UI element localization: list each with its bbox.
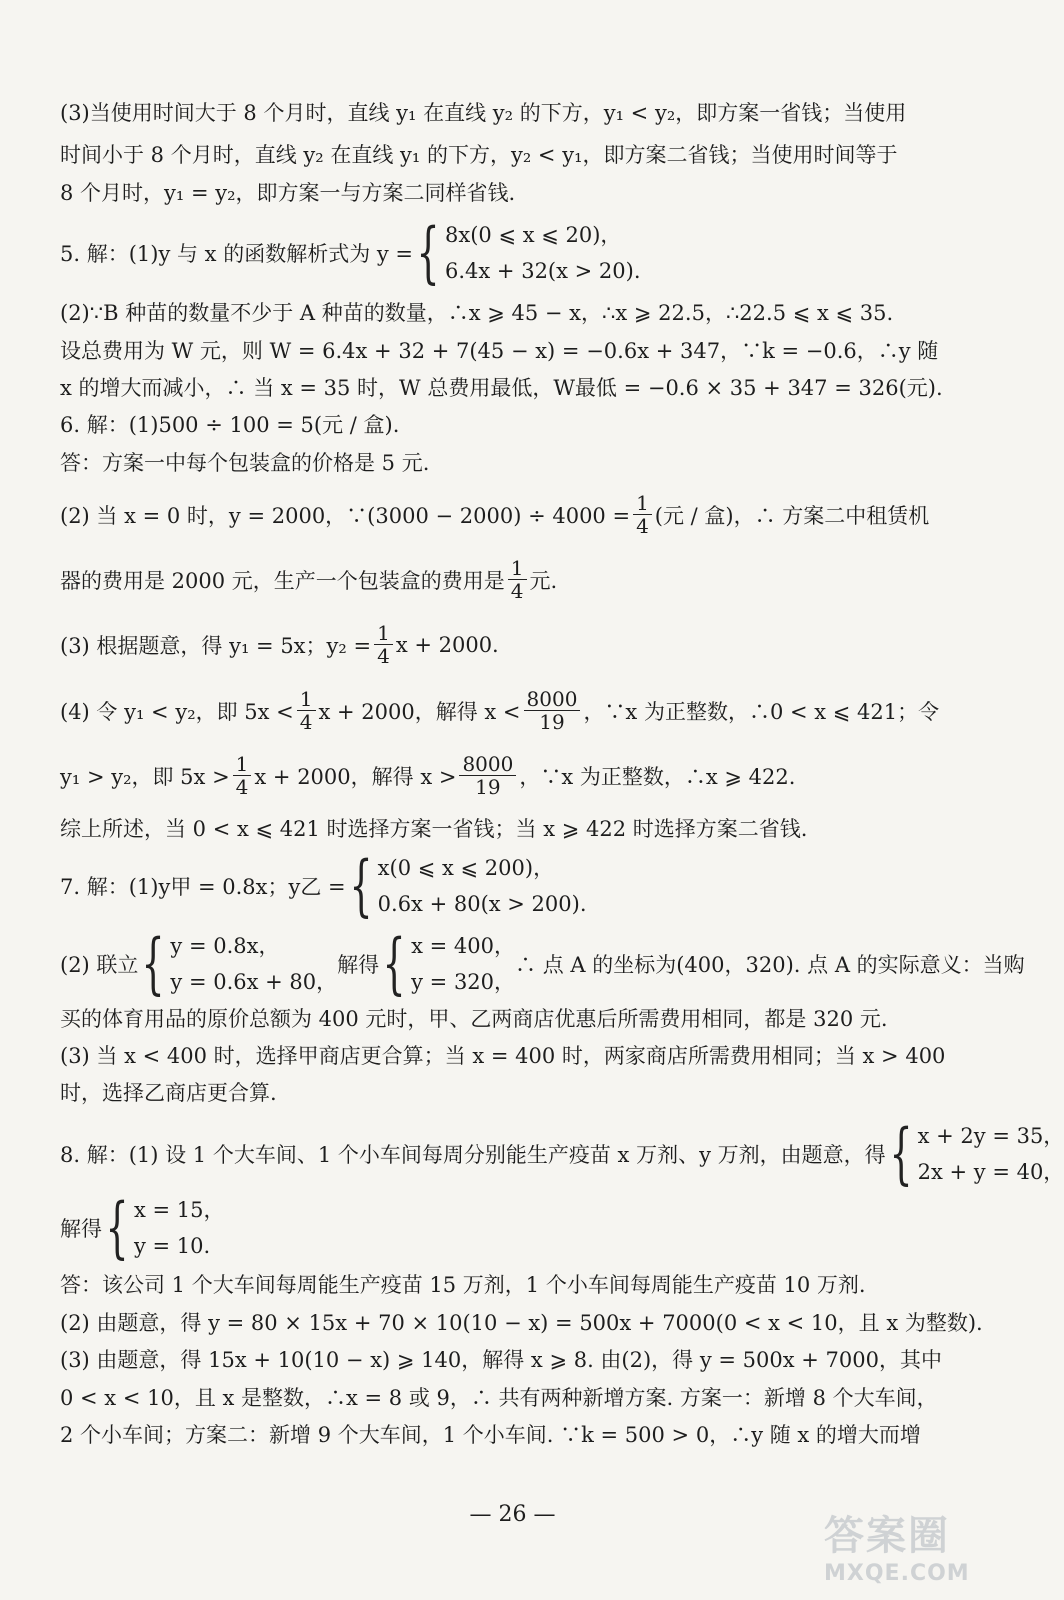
case-row: 6.4x + 32(x > 20). bbox=[445, 259, 641, 283]
solution-brace bbox=[379, 925, 516, 1002]
text-segment: ，∵x 为正整数，∴0 < x ⩽ 421；令 bbox=[583, 699, 940, 724]
watermark-title: 答案圈 bbox=[824, 1513, 950, 1559]
left-brace-icon: { bbox=[349, 847, 373, 924]
equation-row: y = 10. bbox=[134, 1234, 211, 1258]
fraction bbox=[524, 688, 581, 733]
equation-row: x + 2y = 35， bbox=[917, 1124, 1064, 1148]
numerator: 8000 bbox=[459, 753, 516, 776]
q5-function-block bbox=[60, 214, 641, 291]
text-segment: (4) 令 y₁ < y₂，即 5x < bbox=[60, 699, 294, 724]
text-line: 时间小于 8 个月时，直线 y₂ 在直线 y₁ 的下方，y₂ < y₁，即方案二省钱；当使用时间等于 bbox=[60, 143, 898, 167]
text-line: (3) 由题意，得 15x + 10(10 − x) ⩾ 140，解得 x ⩾ 8. 由(2)，得 y = 500x + 7000，其中 bbox=[60, 1348, 942, 1372]
equation-row: y = 0.6x + 80， bbox=[170, 970, 338, 994]
watermark-url: MXQE.COM bbox=[824, 1561, 970, 1586]
equation-row: 2x + y = 40， bbox=[917, 1160, 1064, 1184]
text-line: 综上所述，当 0 < x ⩽ 421 时选择方案一省钱；当 x ⩾ 422 时选择方案二省钱. bbox=[60, 817, 808, 841]
fraction bbox=[633, 492, 652, 537]
text-segment: x + 2000，解得 x < bbox=[318, 699, 521, 724]
text-line: 0 < x < 10，且 x 是整数，∴x = 8 或 9，∴ 共有两种新增方案. 方案一：新增 8 个大车间， bbox=[60, 1386, 938, 1410]
numerator: 1 bbox=[297, 688, 316, 711]
denominator: 19 bbox=[475, 775, 501, 799]
equation-row: y = 0.8x， bbox=[170, 934, 280, 958]
left-brace-icon: { bbox=[105, 1189, 129, 1266]
text-segment: (3) 根据题意，得 y₁ = 5x；y₂ = bbox=[60, 633, 372, 658]
left-brace-icon: { bbox=[382, 925, 406, 1002]
text-line: 设总费用为 W 元，则 W = 6.4x + 32 + 7(45 − x) = −0.6x + 347，∵k = −0.6，∴y 随 bbox=[60, 339, 939, 363]
text-line: 答：该公司 1 个大车间每周能生产疫苗 15 万剂，1 个小车间每周能生产疫苗 10 万剂. bbox=[60, 1273, 866, 1297]
denominator: 4 bbox=[510, 579, 524, 603]
denominator: 4 bbox=[377, 644, 390, 668]
text-segment: (2) 当 x = 0 时，y = 2000，∵(3000 − 2000) ÷ 4000 = bbox=[60, 503, 631, 528]
left-brace-icon: { bbox=[889, 1115, 913, 1192]
numerator: 1 bbox=[374, 622, 393, 645]
text-line: 时，选择乙商店更合算. bbox=[60, 1081, 277, 1105]
system-brace bbox=[138, 925, 338, 1002]
text-segment: y₁ > y₂，即 5x > bbox=[60, 764, 230, 789]
text-segment: x + 2000. bbox=[395, 632, 499, 657]
fraction bbox=[233, 753, 252, 798]
q5-lead: 5. 解：(1)y 与 x 的函数解析式为 y = bbox=[60, 242, 414, 266]
q7-lead: 7. 解：(1)y甲 = 0.8x；y乙 = bbox=[60, 875, 346, 899]
page-number: — 26 — bbox=[469, 1502, 556, 1527]
denominator: 4 bbox=[299, 710, 313, 734]
text-line: (3) 当 x < 400 时，选择甲商店更合算；当 x = 400 时，两家商店所需费用相同；当 x > 400 bbox=[60, 1044, 946, 1068]
watermark-logo bbox=[824, 1504, 974, 1590]
case-row: 0.6x + 80(x > 200). bbox=[377, 892, 587, 916]
piecewise-brace bbox=[413, 214, 641, 291]
text-segment: 解得 bbox=[337, 953, 380, 977]
fraction-line bbox=[60, 557, 557, 602]
equation-row: x = 15， bbox=[134, 1198, 225, 1222]
text-line: (2)∵B 种苗的数量不少于 A 种苗的数量，∴x ⩾ 45 − x，∴x ⩾ 22.5，∴22.5 ⩽ x ⩽ 35. bbox=[60, 301, 894, 325]
left-brace-icon: { bbox=[416, 214, 440, 291]
fraction-line bbox=[60, 492, 929, 537]
fraction-line bbox=[60, 753, 795, 798]
q7-function-block bbox=[60, 847, 587, 924]
text-segment: 元. bbox=[529, 568, 558, 593]
numerator: 1 bbox=[233, 753, 252, 776]
solution-brace bbox=[102, 1189, 225, 1266]
case-row: x(0 ⩽ x ⩽ 200)， bbox=[377, 856, 555, 880]
q8-solution-block bbox=[60, 1189, 225, 1266]
fraction bbox=[374, 622, 393, 667]
q8-system-block bbox=[60, 1115, 1064, 1192]
text-line: 8 个月时，y₁ = y₂，即方案一与方案二同样省钱. bbox=[60, 181, 516, 205]
piecewise-brace bbox=[346, 847, 587, 924]
text-line: 答：方案一中每个包装盒的价格是 5 元. bbox=[60, 451, 430, 475]
text-segment: x + 2000，解得 x > bbox=[254, 764, 457, 789]
left-brace-icon: { bbox=[141, 925, 165, 1002]
q7-system-block bbox=[60, 925, 1025, 1002]
equation-row: y = 320， bbox=[411, 970, 516, 994]
fraction bbox=[508, 557, 527, 602]
text-segment: 8. 解：(1) 设 1 个大车间、1 个小车间每周分别能生产疫苗 x 万剂、y 万剂，由题意，得 bbox=[60, 1143, 886, 1167]
numerator: 1 bbox=[633, 492, 652, 515]
denominator: 4 bbox=[636, 514, 649, 538]
text-line: (2) 由题意，得 y = 80 × 15x + 70 × 10(10 − x) = 500x + 7000(0 < x < 10，且 x 为整数). bbox=[60, 1311, 983, 1335]
system-brace bbox=[886, 1115, 1064, 1192]
fraction-line bbox=[60, 688, 939, 733]
text-segment: (2) 联立 bbox=[60, 953, 139, 977]
text-segment: 器的费用是 2000 元，生产一个包装盒的费用是 bbox=[60, 568, 505, 593]
text-segment: (元 / 盒)，∴ 方案二中租赁机 bbox=[654, 503, 930, 528]
fraction bbox=[459, 753, 516, 798]
text-line: 6. 解：(1)500 ÷ 100 = 5(元 / 盒). bbox=[60, 413, 400, 437]
text-line: 2 个小车间；方案二：新增 9 个大车间，1 个小车间. ∵k = 500 > 0，∴y 随 x 的增大而增 bbox=[60, 1423, 921, 1447]
fraction-line bbox=[60, 622, 499, 667]
numerator: 8000 bbox=[524, 688, 581, 711]
denominator: 19 bbox=[539, 710, 565, 734]
document-page bbox=[60, 0, 1064, 1600]
denominator: 4 bbox=[235, 775, 249, 799]
numerator: 1 bbox=[508, 557, 527, 580]
text-line: 买的体育用品的原价总额为 400 元时，甲、乙两商店优惠后所需费用相同，都是 320 元. bbox=[60, 1007, 888, 1031]
text-segment: 解得 bbox=[60, 1217, 102, 1241]
text-segment: ∴ 点 A 的坐标为(400，320). 点 A 的实际意义：当购 bbox=[515, 953, 1025, 977]
case-row: 8x(0 ⩽ x ⩽ 20)， bbox=[445, 223, 622, 247]
text-segment: ，∵x 为正整数，∴x ⩾ 422. bbox=[519, 764, 796, 789]
equation-row: x = 400， bbox=[411, 934, 516, 958]
fraction bbox=[297, 688, 316, 733]
text-line: (3)当使用时间大于 8 个月时，直线 y₁ 在直线 y₂ 的下方，y₁ < y₂，即方案一省钱；当使用 bbox=[60, 101, 907, 125]
text-line: x 的增大而减小，∴ 当 x = 35 时，W 总费用最低，W最低 = −0.6 × 35 + 347 = 326(元). bbox=[60, 376, 943, 400]
